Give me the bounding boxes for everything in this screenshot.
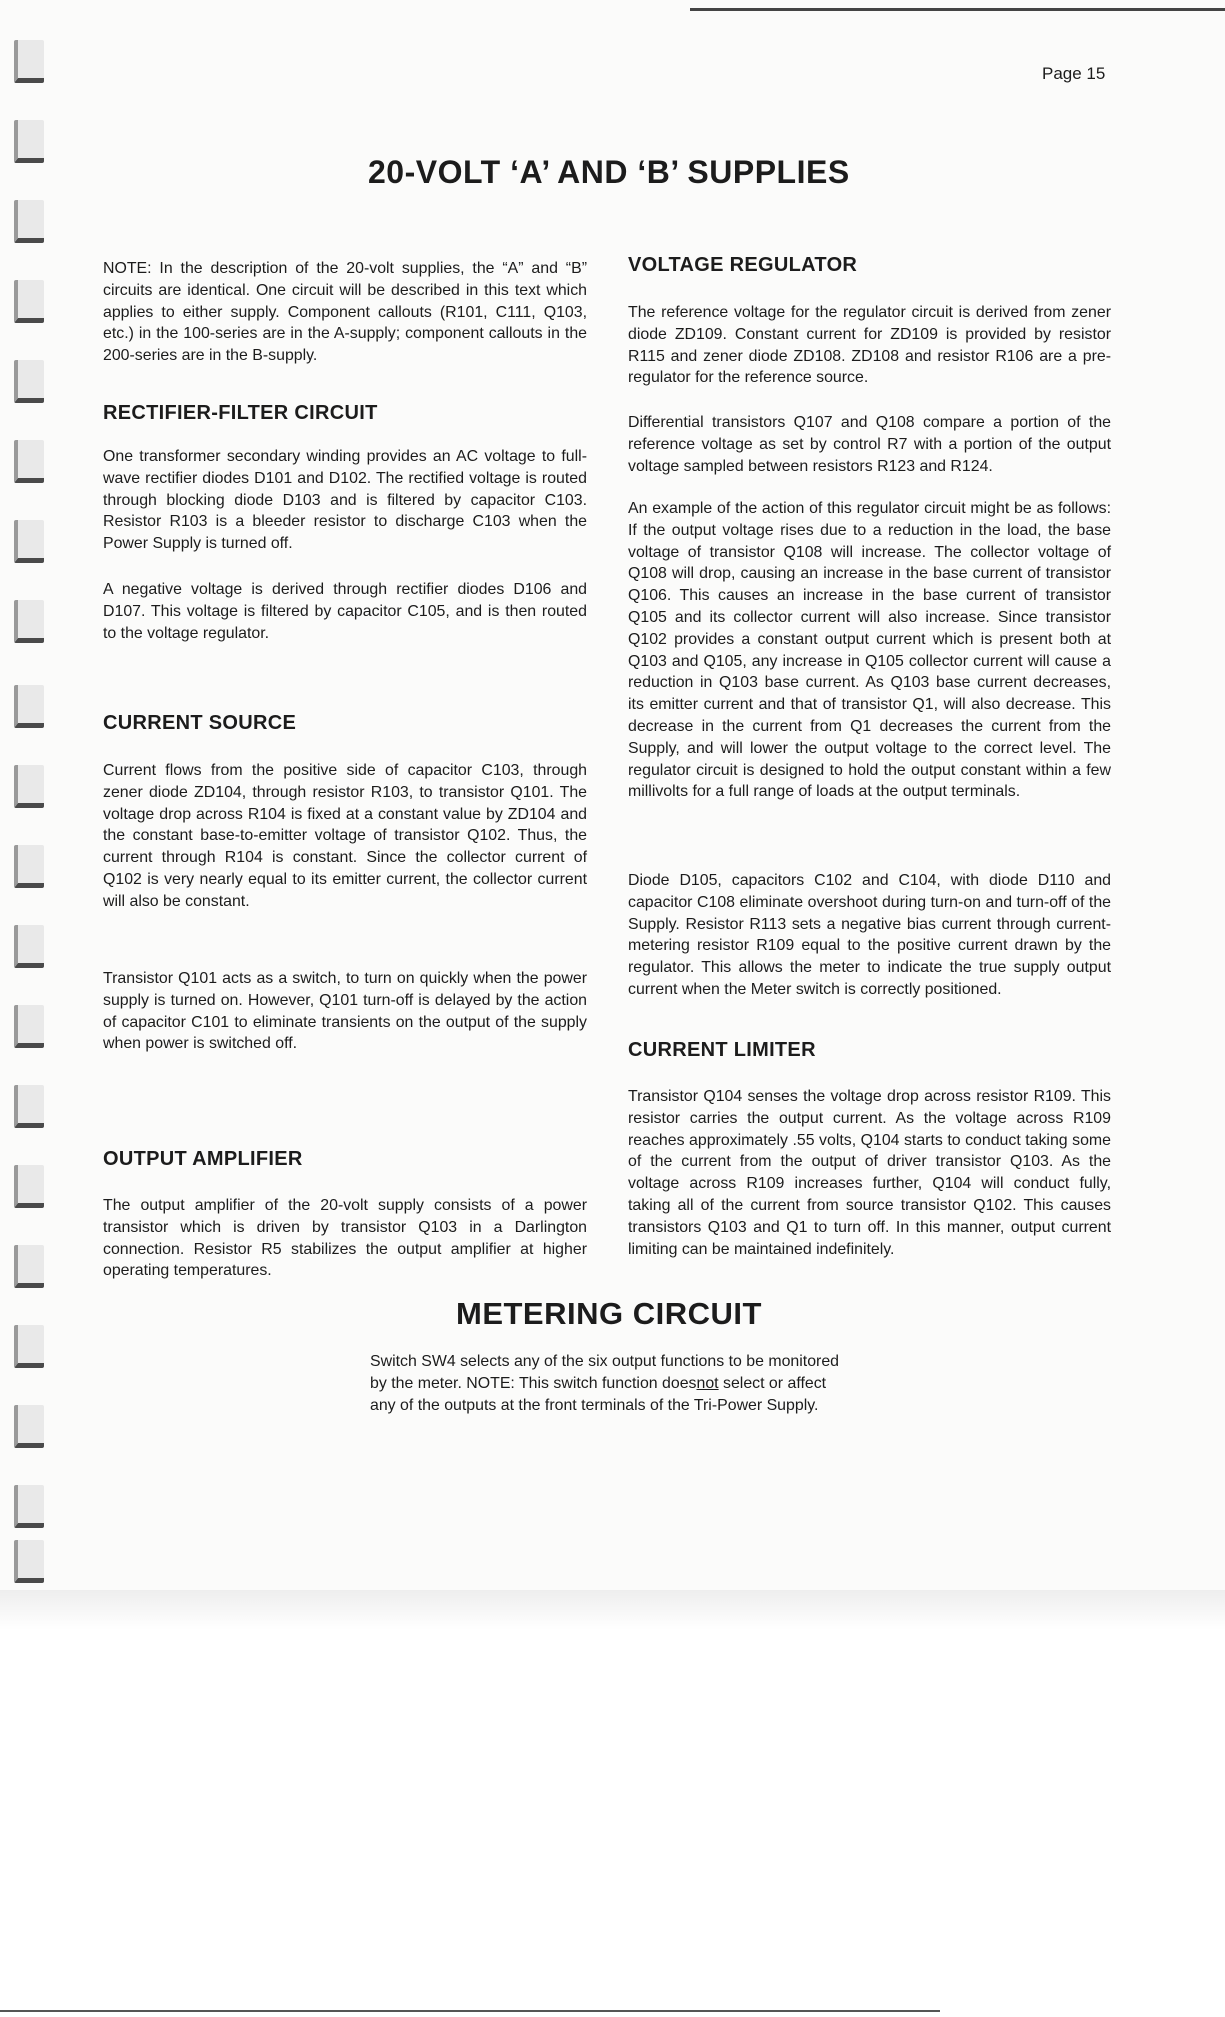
metering-emphasis: not: [696, 1374, 719, 1392]
binding-tab: [14, 40, 44, 83]
bottom-edge-rule: [0, 2010, 940, 2012]
current-source-paragraph-2: Transistor Q101 acts as a switch, to turn on quickly when the power supply is turned on. However, Q101 turn-off is delayed by the action of capacitor C101 to eliminate transients on the output of the supply when power is switched off.: [103, 970, 587, 1053]
regulator-paragraph-3: An example of the action of this regulator circuit might be as follows: If the output voltage rises due to a reduction in the load, the base voltage of transistor Q108 will increase. The collector voltage of Q108 will drop, causing an increase in the base current of transistor Q106. This causes an increase in the base current of transistor Q105 and its collector current will also increase. Since transistor Q102 provides a constant output current which is present both at Q103 and Q105, any increase in Q105 collector current will cause a reduction in Q103 base current. As Q103 base current decreases, its emitter current and that of transistor Q1, will also decrease. This decrease in the current from Q1 decreases the current from the Supply, and will lower the output voltage to the correct level. The regulator circuit is designed to hold the output constant within a few millivolts for a full range of loads at the output terminals.: [628, 500, 1111, 801]
top-edge-rule: [690, 8, 1225, 11]
note-block: [103, 258, 587, 367]
binding-tab: [14, 520, 44, 563]
metering-text-end: select or affect any of the outputs at the front terminals of the Tri-Power Supply.: [370, 1374, 827, 1414]
output-amplifier-text: [103, 1195, 587, 1282]
current-limiter-section: [628, 1039, 1111, 1062]
current-limiter-heading: CURRENT LIMITER: [628, 1039, 816, 1061]
rectifier-section: [103, 402, 587, 425]
current-limiter-text: [628, 1086, 1111, 1260]
current-limiter-paragraph: Transistor Q104 senses the voltage drop across resistor R109. This resistor carries the output current. As the voltage across R109 reaches approximately .55 volts, Q104 starts to conduct taking some of the current from the output of driver transistor Q103. As the voltage across R109 increases further, Q104 will conduct fully, taking all of the current from source transistor Q102. This causes transistors Q103 and Q1 to turn off. In this manner, output current limiting can be maintained indefinitely.: [628, 1088, 1111, 1258]
regulator-text-1: [628, 302, 1111, 389]
rectifier-text-2: [103, 579, 587, 644]
metering-heading: METERING CIRCUIT: [456, 1296, 762, 1331]
metering-text: [370, 1351, 852, 1416]
regulator-text-2: [628, 412, 1111, 477]
binding-tab: [14, 1165, 44, 1208]
binding-tab: [14, 200, 44, 243]
binding-tab: [14, 925, 44, 968]
metering-paragraph: [370, 1351, 852, 1416]
binding-tab: [14, 360, 44, 403]
regulator-paragraph-2: Differential transistors Q107 and Q108 compare a portion of the reference voltage as set by control R7 with a portion of the output voltage sampled between resistors R123 and R124.: [628, 414, 1111, 475]
binding-tab: [14, 1540, 44, 1583]
rectifier-paragraph-1: One transformer secondary winding provides an AC voltage to full-wave rectifier diodes D101 and D102. The rectified voltage is routed through blocking diode D103 and is filtered by capacitor C103. Resistor R103 is a bleeder resistor to discharge C103 when the Power Supply is turned off.: [103, 448, 587, 553]
binding-tab: [14, 120, 44, 163]
output-amplifier-paragraph: The output amplifier of the 20-volt supply consists of a power transistor which is driven by transistor Q103 in a Darlington connection. Resistor R5 stabilizes the output amplifier at higher operating temperatures.: [103, 1197, 587, 1280]
current-source-text-2: [103, 968, 587, 1055]
page-title: 20-VOLT ‘A’ AND ‘B’ SUPPLIES: [368, 154, 850, 190]
output-amplifier-section: [103, 1148, 587, 1171]
current-source-section: [103, 712, 587, 735]
binding-tab: [14, 1085, 44, 1128]
spiral-binding: [14, 40, 42, 1580]
binding-tab: [14, 685, 44, 728]
page-number: Page 15: [1042, 64, 1106, 83]
rectifier-heading: RECTIFIER-FILTER CIRCUIT: [103, 402, 378, 424]
regulator-heading: VOLTAGE REGULATOR: [628, 254, 858, 276]
metering-text-start: Switch SW4 selects any of the six output functions to be monitored by the meter. NOTE: This switch function does: [370, 1353, 840, 1392]
regulator-paragraph-4: Diode D105, capacitors C102 and C104, with diode D110 and capacitor C108 eliminate overshoot during turn-on and turn-off of the Supply. Resistor R113 sets a negative bias current through current-metering resistor R109 equal to the positive current drawn by the regulator. This allows the meter to indicate the true supply output current when the Meter switch is correctly positioned.: [628, 872, 1111, 998]
binding-tab: [14, 1245, 44, 1288]
rectifier-text: [103, 446, 587, 555]
binding-tab: [14, 1405, 44, 1448]
binding-tab: [14, 440, 44, 483]
binding-tab: [14, 765, 44, 808]
current-source-paragraph-1: Current flows from the positive side of capacitor C103, through zener diode ZD104, through resistor R103, to transistor Q101. The voltage drop across R104 is fixed at a constant value by ZD104 and the constant base-to-emitter voltage of transistor Q102. Thus, the current through R104 is constant. Since the collector current of Q102 is very nearly equal to its emitter current, the collector current will also be constant.: [103, 762, 587, 910]
binding-tab: [14, 845, 44, 888]
note-paragraph: NOTE: In the description of the 20-volt supplies, the “A” and “B” circuits are identical. One circuit will be described in this text which applies to either supply. Component callouts (R101, C111, Q103, etc.) in the 100-series are in the A-supply; component callouts in the 200-series are in the B-supply.: [103, 260, 587, 365]
regulator-text-4: [628, 870, 1111, 1001]
binding-tab: [14, 600, 44, 643]
binding-tab: [14, 280, 44, 323]
current-source-text: [103, 760, 587, 913]
output-amplifier-heading: OUTPUT AMPLIFIER: [103, 1148, 303, 1170]
binding-tab: [14, 1485, 44, 1528]
current-source-heading: CURRENT SOURCE: [103, 712, 297, 734]
rectifier-paragraph-2: A negative voltage is derived through rectifier diodes D106 and D107. This voltage is filtered by capacitor C105, and is then routed to the voltage regulator.: [103, 581, 587, 642]
binding-tab: [14, 1325, 44, 1368]
regulator-text-3: [628, 498, 1111, 803]
page-bottom-shadow: [0, 1590, 1225, 1630]
regulator-section: [628, 254, 1111, 277]
regulator-paragraph-1: The reference voltage for the regulator circuit is derived from zener diode ZD109. Constant current for ZD109 is provided by resistor R115 and zener diode ZD108. ZD108 and resistor R106 are a pre-regulator for the reference source.: [628, 304, 1111, 387]
binding-tab: [14, 1005, 44, 1048]
